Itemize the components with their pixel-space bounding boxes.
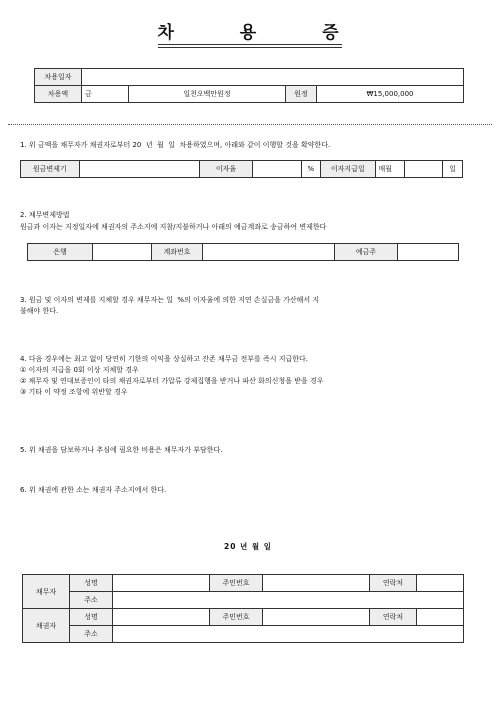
creditor-id-label: 주민번호 — [210, 609, 263, 626]
debtor-address-label: 주소 — [70, 592, 113, 609]
creditor-name-value[interactable] — [113, 609, 210, 626]
debtor-name-label: 성명 — [70, 575, 113, 592]
document-title: 차 용 증 — [157, 23, 369, 43]
clause-5: 5. 위 채권을 담보하거나 추심에 필요한 비용은 채무자가 부담한다. — [20, 446, 223, 454]
creditor-contact-label: 연락처 — [370, 609, 417, 626]
interest-rate-label: 이자율 — [199, 161, 252, 178]
loan-amount-label: 차용액 — [35, 86, 82, 103]
party-info-table — [22, 574, 464, 643]
won-label: 원정 — [286, 86, 317, 103]
bank-value[interactable] — [93, 244, 152, 261]
signature-date: 20 년 월 일 — [223, 542, 272, 551]
debtor-id-label: 주민번호 — [210, 575, 263, 592]
creditor-name-label: 성명 — [70, 609, 113, 626]
debtor-name-value[interactable] — [113, 575, 210, 592]
clause-4: 4. 다음 경우에는 최고 없이 당연히 기한의 이익을 상실하고 잔존 채무금 전부를 즉시 지급한다. ① 이자의 지급을 0회 이상 지체할 경우 ② 채무자 및 연대보증인이 타의 채권자로부터 가압류 강제집행을 받거나 파산 화의신청을 받을 경우 ③ 기타 이 약정 조항에 위반할 경우 — [20, 355, 324, 396]
clause-3: 3. 원금 및 이자의 변제를 지체할 경우 채무자는 일 %의 이자율에 의한 지연 손실금을 가산해서 지 불해야 한다. — [20, 296, 320, 315]
account-number-label: 계좌번호 — [152, 244, 203, 261]
interest-day-label: 이자지급일 — [321, 161, 375, 178]
clause-2-heading: 2. 채무변제방법 — [20, 211, 70, 219]
interest-day-value[interactable] — [405, 161, 443, 178]
creditor-contact-value[interactable] — [417, 609, 464, 626]
loan-date-value[interactable] — [82, 69, 464, 86]
debtor-contact-value[interactable] — [417, 575, 464, 592]
loan-date-label: 차용일자 — [35, 69, 82, 86]
debtor-id-value[interactable] — [263, 575, 370, 592]
loan-summary-table — [34, 68, 464, 103]
clause-6: 6. 위 채권에 관한 소는 채권자 주소지에서 한다. — [20, 486, 167, 494]
monthly-label: 매월 — [375, 161, 405, 178]
principal-due-value[interactable] — [79, 161, 199, 178]
debtor-label: 채무자 — [23, 575, 70, 609]
amount-prefix: 금 — [82, 86, 129, 103]
interest-rate-value[interactable] — [253, 161, 301, 178]
day-label: 일 — [443, 161, 463, 178]
section-divider — [8, 124, 492, 125]
account-holder-value[interactable] — [398, 244, 459, 261]
creditor-id-value[interactable] — [263, 609, 370, 626]
creditor-address-label: 주소 — [70, 626, 113, 643]
percent-sign: % — [301, 161, 321, 178]
debtor-contact-label: 연락처 — [370, 575, 417, 592]
amount-korean: 일천오백만원정 — [129, 86, 286, 103]
debtor-address-value[interactable] — [113, 592, 464, 609]
repayment-table — [20, 160, 463, 178]
creditor-label: 채권자 — [23, 609, 70, 643]
account-number-value[interactable] — [203, 244, 335, 261]
bank-label: 은행 — [28, 244, 93, 261]
clause-1: 1. 위 금액을 채무자가 채권자로부터 20 년 월 일 차용하였으며, 아래와 같이 이행할 것을 확약한다. — [20, 141, 331, 149]
principal-due-label: 원금변제기 — [21, 161, 80, 178]
amount-number: ₩15,000,000 — [317, 86, 464, 103]
account-holder-label: 예금주 — [335, 244, 398, 261]
title-underline — [158, 44, 342, 48]
clause-2-text: 원금과 이자는 지정일자에 채권자의 주소지에 지참/지불하거나 아래의 예금계좌로 송금하여 변제한다 — [20, 223, 327, 231]
creditor-address-value[interactable] — [113, 626, 464, 643]
bank-account-table — [27, 243, 459, 261]
